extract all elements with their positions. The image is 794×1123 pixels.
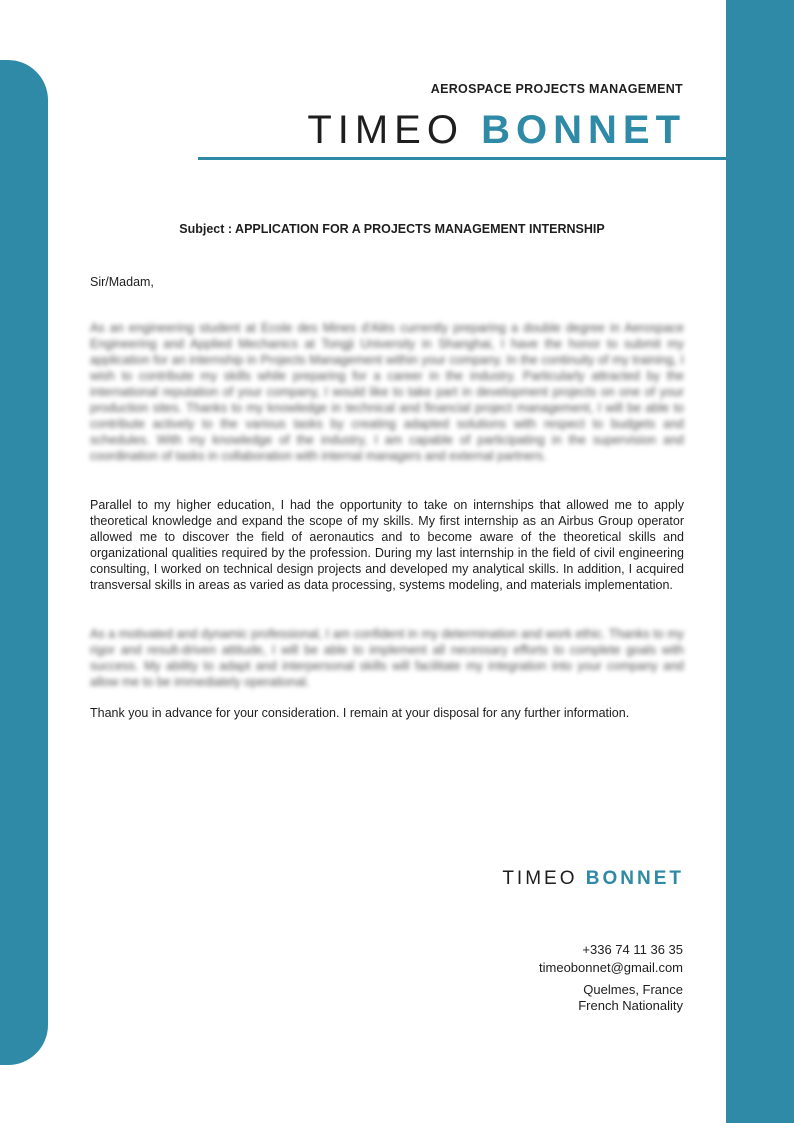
left-accent-band bbox=[0, 60, 48, 1065]
signature-first-name: TIMEO bbox=[502, 868, 578, 889]
header-first-name: TIMEO bbox=[307, 108, 464, 152]
contact-phone: +336 74 11 36 35 bbox=[582, 942, 683, 957]
signature-last-name: BONNET bbox=[585, 868, 684, 889]
header-name bbox=[307, 106, 686, 154]
contact-email: timeobonnet@gmail.com bbox=[539, 960, 683, 975]
header-divider bbox=[198, 157, 726, 160]
letter-salutation: Sir/Madam, bbox=[90, 275, 154, 289]
page-bottom-strip bbox=[48, 1074, 688, 1123]
page-top-mask bbox=[48, 0, 688, 48]
signature-name bbox=[502, 868, 684, 890]
letter-paragraph-2: Parallel to my higher education, I had the opportunity to take on internships that allowed me to apply theoretical knowledge and expand the scope of my skills. My first internship as an Airbus Group operator allowed me to discover the field of aeronautics and to become aware of the theoretical skills and organizational qualities required by the profession. During my last internship in the field of civil engineering consulting, I worked on technical design projects and developed my analytical skills. In addition, I acquired transversal skills in areas as varied as data processing, systems modeling, and materials implementation. bbox=[90, 498, 684, 592]
letter-paragraph-1: As an engineering student at Ecole des Mines d'Alès currently preparing a double degree in Aerospace Engineering and Applied Mechanics at Tongji University in Shanghai, I have the honor to submit my application for an internship in Projects Management within your company. In the continuity of my training, I wish to contribute my skills while preparing for a career in the industry. Particularly attracted by the international reputation of your company, I would like to take part in development projects on one of your production sites. Thanks to my knowledge in technical and financial project management, I will be able to contribute actively to the various tasks by creating adapted solutions with respect to budgets and schedules. With my knowledge of the industry, I am capable of participating in the supervision and coordination of tasks in collaboration with internal managers and external partners. bbox=[90, 321, 684, 463]
letter-paragraph-4: Thank you in advance for your consideration. I remain at your disposal for any further information. bbox=[90, 706, 630, 720]
contact-location: Quelmes, France bbox=[583, 982, 683, 997]
job-title: AEROSPACE PROJECTS MANAGEMENT bbox=[430, 82, 683, 96]
letter-paragraph-3: As a motivated and dynamic professional, I am confident in my determination and work ethic. Thanks to my rigor and result-driven attitude, I will be able to implement all necessary efforts to complete goals with success. My ability to adapt and interpersonal skills will facilitate my integration into your company and allow me to be immediately operational. bbox=[90, 627, 684, 689]
letter-subject: Subject : APPLICATION FOR A PROJECTS MANAGEMENT INTERNSHIP bbox=[179, 222, 605, 236]
contact-nationality: French Nationality bbox=[578, 998, 683, 1013]
header-last-name: BONNET bbox=[481, 108, 686, 152]
